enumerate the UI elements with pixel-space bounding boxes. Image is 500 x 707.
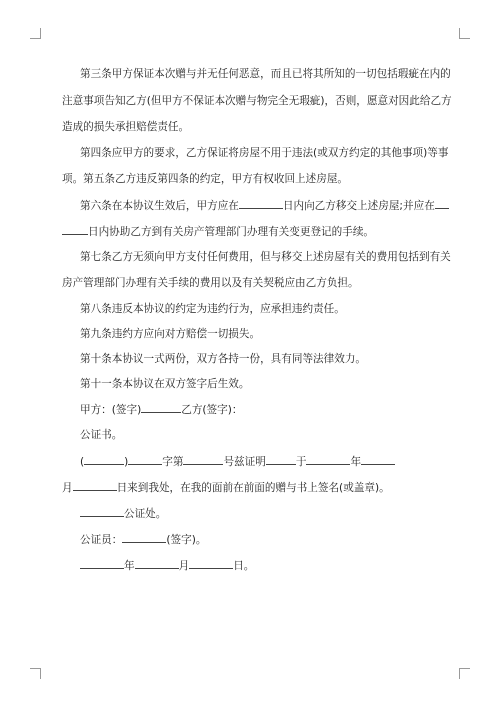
notary-office-label: 公证处。 [124, 508, 167, 520]
notary-title: 公证书。 [80, 429, 123, 441]
blank-certificate-number [183, 454, 223, 465]
article9: 第九条违约方应向对方赔偿一切损失。 [80, 328, 261, 340]
article4-line2: 项。第五条乙方违反第四条的约定，甲方有权收回上述房屋。 [62, 173, 349, 185]
blank-notary-office [80, 506, 124, 517]
nian-label: 年 [350, 456, 362, 468]
article3-line2: 注意事项告知乙方(但甲方不保证本次赠与物完全无瑕疵)，否则，愿意对因此给乙方 [62, 95, 452, 107]
date-yue-label: 月 [178, 560, 190, 572]
party-b-label: 乙方(签字)： [181, 404, 243, 416]
blank-party-a-signature [141, 402, 181, 413]
article6-part3: 日内协助乙方到有关房产管理部门办理有关变更登记的手续。 [88, 226, 375, 238]
notary-office-line [80, 506, 166, 521]
blank-year [306, 454, 350, 465]
notary-date-line [80, 558, 254, 573]
blank-days-handover [239, 198, 283, 209]
article8: 第八条违反本协议的约定为违约行为，应承担违约责任。 [80, 303, 345, 315]
article6-line1 [80, 198, 449, 213]
notary-certificate-line [80, 454, 395, 469]
notary-official-line [80, 532, 206, 547]
yu-label: 于 [295, 456, 307, 468]
notary-closing-line [62, 480, 390, 495]
blank-date-year [80, 558, 124, 569]
article6-part1: 第六条在本协议生效后，甲方应在 [80, 200, 239, 212]
close-paren: ) [124, 456, 129, 468]
article3-line3: 造成的损失承担赔偿责任。 [62, 121, 190, 133]
article4-line1: 第四条应甲方的要求，乙方保证将房屋不用于违法(或双方约定的其他事项)等事 [80, 147, 449, 159]
open-paren: ( [80, 456, 85, 468]
date-ri-label: 日。 [233, 560, 255, 572]
blank-certificate-series [128, 454, 162, 465]
article11: 第十一条本协议在双方签字后生效。 [80, 378, 250, 390]
article6-line2 [62, 224, 374, 239]
blank-certificate-prefix [84, 454, 124, 465]
blank-days-registration-a [435, 198, 449, 209]
crop-mark-bottom-right [459, 668, 470, 679]
yue-label: 月 [62, 482, 73, 494]
hao-zi-label: 号兹证明 [223, 456, 266, 468]
article6-part2: 日内向乙方移交上述房屋;并应在 [282, 200, 435, 212]
blank-day [73, 480, 117, 491]
blank-date-day [189, 558, 233, 569]
zi-di-label: 字第 [162, 456, 184, 468]
article7-line1: 第七条乙方无须向甲方支付任何费用，但与移交上述房屋有关的费用包括到有关 [80, 251, 451, 263]
article10: 第十条本协议一式两份，双方各持一份，具有同等法律效力。 [80, 353, 367, 365]
blank-notary-signature [122, 532, 166, 543]
crop-mark-top-left [30, 28, 41, 39]
notary-closing-text: 日来到我处，在我的面前在前面的赠与书上签名(或盖章)。 [116, 482, 390, 494]
blank-person-name [266, 454, 296, 465]
article7-line2: 房产管理部门办理有关手续的费用以及有关契税应由乙方负担。 [62, 277, 359, 289]
crop-mark-bottom-left [30, 668, 41, 679]
notary-signature-note: (签字)。 [166, 534, 207, 546]
blank-date-month [135, 558, 179, 569]
notary-official-label: 公证员： [80, 534, 123, 546]
crop-mark-top-right [459, 28, 470, 39]
signature-line [80, 402, 242, 417]
blank-month-a [361, 454, 395, 465]
article3-line1: 第三条甲方保证本次赠与并无任何恶意，而且已将其所知的一切包括瑕疵在内的 [80, 68, 451, 80]
date-nian-label: 年 [124, 560, 135, 572]
party-a-label: 甲方：(签字) [80, 404, 142, 416]
blank-days-registration-b [62, 224, 88, 235]
